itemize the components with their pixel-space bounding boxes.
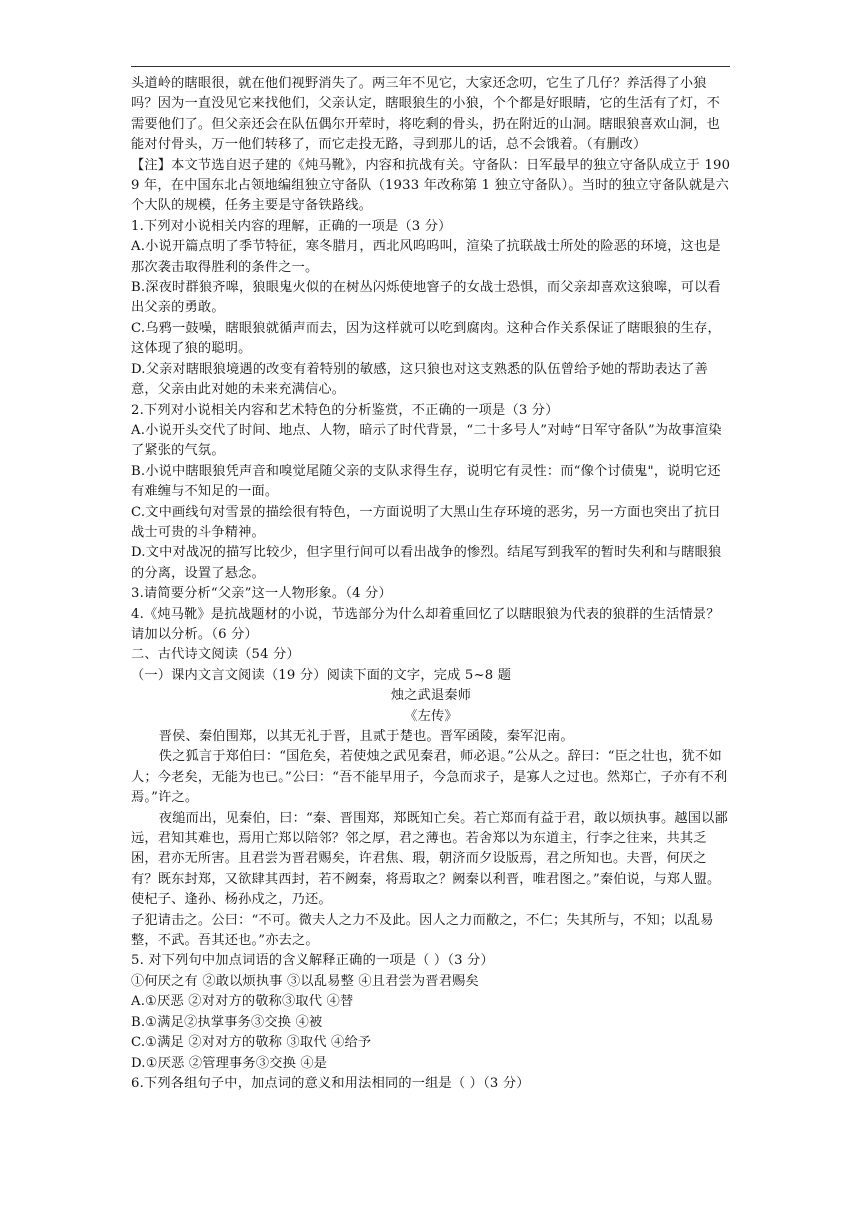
question-6-stem: 6.下列各组句子中，加点词的意义和用法相同的一组是（ ）（3 分） xyxy=(131,1075,530,1091)
question-2-stem: 2.下列对小说相关内容和艺术特色的分析鉴赏，不正确的一项是（3 分） xyxy=(131,402,559,418)
section-2-heading: 二、古代诗文阅读（54 分） xyxy=(131,647,300,663)
question-5-option-b: B.①满足②执掌事务③交换 ④被 xyxy=(131,1014,323,1030)
classical-text-title: 烛之武退秦师 xyxy=(390,688,472,704)
question-5-option-a: A.①厌恶 ②对对方的敬称③取代 ④替 xyxy=(131,994,354,1010)
passage-tail: 头道岭的瞎眼很，就在他们视野消失了。两三年不见它，大家还念叨，它生了几仔？养活得了小狼吗？因为一直没见它来找他们，父亲认定，瞎眼狼生的小狼，个个都是好眼睛，它的生活有了灯，不需要他们了。但父亲还会在队伍偶尔开荤时，将吃剩的骨头，扔在附近的山洞。瞎眼狼喜欢山洞，也能对付骨头，万一他们转移了，而它走投无路，寻到那儿的话，总不会饿着。（有删改） xyxy=(131,76,721,153)
question-1-stem: 1.下列对小说相关内容的理解，正确的一项是（3 分） xyxy=(131,218,452,234)
question-3: 3.请简要分析“父亲”这一人物形象。（4 分） xyxy=(131,586,392,602)
classical-text-source: 《左传》 xyxy=(404,708,458,724)
note-paragraph: 【注】本文节选自迟子建的《炖马靴》，内容和抗战有关。守备队：日军最早的独立守备队成立于 1909 年，在中国东北占领地编组独立守备队（1933 年改称第 1 独立守备队）。当时的独立守备队就是六个大队的规模，任务主要是守备铁路线。 xyxy=(131,157,731,214)
header-rule xyxy=(131,66,730,67)
question-1-option-a: A.小说开篇点明了季节特征，寒冬腊月，西北风呜呜叫，渲染了抗联战士所处的险恶的环境，这也是那次袭击取得胜利的条件之一。 xyxy=(131,239,721,275)
classical-paragraph-4: 子犯请击之。公曰：“不可。微夫人之力不及此。因人之力而敝之，不仁；失其所与，不知；以乱易整，不武。吾其还也。”亦去之。 xyxy=(131,912,714,949)
question-1-option-d: D.父亲对瞎眼狼境遇的改变有着特别的敏感，这只狼也对这支熟悉的队伍曾给予她的帮助表达了善意，父亲由此对她的未来充满信心。 xyxy=(131,361,708,398)
question-5-option-c: C.①满足 ②对对方的敬称 ③取代 ④给予 xyxy=(131,1035,372,1051)
classical-paragraph-2: 佚之狐言于郑伯曰：“国危矣，若使烛之武见秦君，师必退。”公从之。辞曰：“臣之壮也，犹不如人；今老矣，无能为也已。”公曰：“吾不能早用子，今急而求子，是寡人之过也。然郑亡，子亦有不利焉。”许之。 xyxy=(131,749,728,806)
classical-paragraph-1: 晋侯、秦伯围郑，以其无礼于晋，且贰于楚也。晋军函陵，秦军氾南。 xyxy=(158,729,574,744)
question-1-option-c: C.乌鸦一鼓噪，瞎眼狼就循声而去，因为这样就可以吃到腐肉。这种合作关系保证了瞎眼狼的生存，这体现了狼的聪明。 xyxy=(131,320,721,357)
question-2-option-b: B.小说中瞎眼狼凭声音和嗅觉尾随父亲的支队求得生存，说明它有灵性：而“像个讨债鬼"，说明它还有难缠与不知足的一面。 xyxy=(131,463,721,500)
section-2-1-heading: （一）课内文言文阅读（19 分）阅读下面的文字，完成 5~8 题 xyxy=(131,667,512,683)
question-5-stem: 5. 对下列句中加点词语的含义解释正确的一项是（ ）（3 分） xyxy=(131,953,494,969)
question-2-option-c: C.文中画线句对雪景的描绘很有特色，一方面说明了大黑山生存环境的恶劣，另一方面也突出了抗日战士可贵的斗争精神。 xyxy=(131,504,721,540)
question-2-option-d: D.文中对战况的描写比较少，但字里行间可以看出战争的惨烈。结尾写到我军的暂时失利和与瞎眼狼的分离，设置了悬念。 xyxy=(131,545,722,581)
question-4: 4.《炖马靴》是抗战题材的小说，节选部分为什么却着重回忆了以瞎眼狼为代表的狼群的生活情景？请加以分析。（6 分） xyxy=(131,606,720,642)
question-5-option-d: D.①厌恶 ②管理事务③交换 ④是 xyxy=(131,1055,328,1071)
classical-paragraph-3: 夜缒而出，见秦伯，曰：“秦、晋围郑，郑既知亡矣。若亡郑而有益于君，敢以烦执事。越国以鄙远，君知其难也，焉用亡郑以陪邻？邻之厚，君之薄也。若舍郑以为东道主，行李之往来，共其乏困，君亦无所害。且君尝为晋君赐矣，许君焦、瑕，朝济而夕设版焉，君之所知也。夫晋，何厌之有？既东封郑，又欲肆其西封，若不阙秦，将焉取之？阙秦以利晋，唯君图之。”秦伯说，与郑人盟。使杞子、逢孙、杨孙戍之，乃还。 xyxy=(131,810,728,908)
question-2-option-a: A.小说开头交代了时间、地点、人物，暗示了时代背景，“二十多号人”对峙“日军守备队”为故事渲染了紧张的气氛。 xyxy=(131,422,722,459)
question-5-items: ①何厌之有 ②敢以烦执事 ③以乱易整 ④且君尝为晋君赐矣 xyxy=(131,973,479,989)
exam-page xyxy=(131,74,731,1094)
question-1-option-b: B.深夜时群狼齐嗥，狼眼鬼火似的在树丛闪烁使地窨子的女战士恐惧，而父亲却喜欢这狼嗥，可以看出父亲的勇敢。 xyxy=(131,280,721,316)
